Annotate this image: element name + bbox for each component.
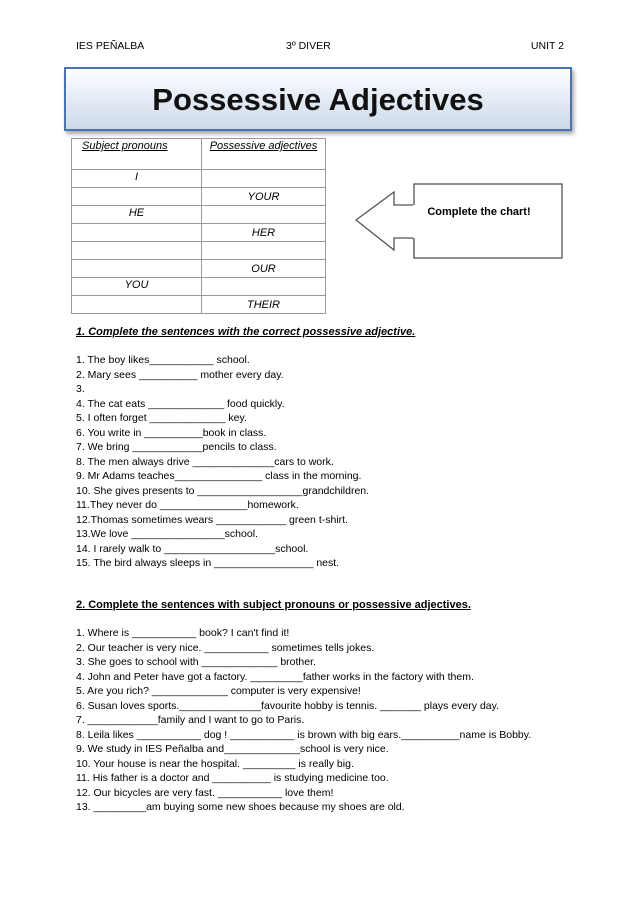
table-row [72,224,326,242]
list-item[interactable]: 3. [76,383,85,395]
table-cell[interactable] [202,206,326,224]
list-item[interactable]: 12. Our bicycles are very fast. ___________ love them! [76,786,334,799]
page-title: Possessive Adjectives [152,82,484,117]
callout-label: Complete the chart! [427,206,531,218]
column-header-subject: Subject pronouns [72,139,202,170]
table-cell[interactable] [202,278,326,296]
list-item[interactable]: 12.Thomas sometimes wears ____________ green t-shirt. [76,513,348,526]
list-item[interactable]: 10. Your house is near the hospital. _________ is really big. [76,757,354,770]
course-name: 3º DIVER [286,40,331,52]
callout-box [414,184,562,258]
section2-title: 2. Complete the sentences with subject pronouns or possessive adjectives. [76,599,471,611]
title-banner [64,67,572,131]
list-item[interactable]: 7. ____________family and I want to go to Paris. [76,714,305,726]
list-item[interactable]: 6. Susan loves sports.______________favourite hobby is tennis. _______ plays every day. [76,699,500,712]
unit-label: UNIT 2 [530,40,564,52]
list-item[interactable]: 13. _________am buying some new shoes because my shoes are old. [76,801,405,813]
list-item[interactable]: 2. Mary sees __________ mother every day. [76,368,284,381]
table-header-row [72,139,326,170]
list-item[interactable]: 11.They never do _______________homework. [76,499,299,511]
list-item[interactable]: 10. She gives presents to __________________grandchildren. [76,484,370,497]
list-item[interactable]: 4. The cat eats _____________ food quickly. [76,397,285,410]
list-item[interactable]: 3. She goes to school with _____________ brother. [76,656,316,668]
section1-title: 1. Complete the sentences with the correct possessive adjective. [76,326,416,338]
list-item[interactable]: 4. John and Peter have got a factory. _________father works in the factory with them. [76,670,474,683]
callout-arrow-box [354,182,564,260]
table-cell[interactable] [72,188,202,206]
list-item[interactable]: 8. Leila likes ___________ dog ! ___________ is brown with big ears.__________name is Bobby. [76,728,532,741]
table-cell: YOUR [202,188,326,206]
table-row [72,188,326,206]
list-item[interactable]: 1. The boy likes___________ school. [76,354,250,366]
table-cell[interactable] [202,170,326,188]
table-row [72,296,326,314]
table-row [72,170,326,188]
table-row [72,242,326,260]
list-item[interactable]: 5. Are you rich? _____________ computer is very expensive! [76,685,361,697]
list-item[interactable]: 14. I rarely walk to ___________________school. [76,542,309,555]
table-cell: I [72,170,202,188]
table-cell: HER [202,224,326,242]
list-item[interactable]: 9. We study in IES Peñalba and_____________school is very nice. [76,743,389,755]
table-cell[interactable] [72,242,202,260]
table-cell: YOU [72,278,202,296]
table-cell: HE [72,206,202,224]
table-cell[interactable] [72,296,202,314]
list-item[interactable]: 9. Mr Adams teaches_______________ class in the morning. [76,470,362,482]
list-item[interactable]: 13.We love ________________school. [76,528,258,540]
table-cell[interactable] [202,242,326,260]
list-item[interactable]: 15. The bird always sleeps in _________________ nest. [76,557,340,569]
table-cell[interactable] [72,224,202,242]
list-item[interactable]: 1. Where is ___________ book? I can't find it! [76,627,290,639]
table-cell[interactable] [72,260,202,278]
table-row [72,278,326,296]
list-item[interactable]: 7. We bring ____________pencils to class. [76,441,277,453]
table-cell: OUR [202,260,326,278]
pronoun-table [71,138,326,314]
column-header-possessive: Possessive adjectives [202,139,326,170]
section2-list [76,626,531,815]
table-row [72,206,326,224]
left-arrow-icon [356,192,414,258]
list-item[interactable]: 5. I often forget _____________ key. [76,412,247,424]
table-cell: THEIR [202,296,326,314]
list-item[interactable]: 2. Our teacher is very nice. ___________ sometimes tells jokes. [76,641,375,654]
list-item[interactable]: 11. His father is a doctor and __________ is studying medicine too. [76,772,389,784]
list-item[interactable]: 6. You write in __________book in class. [76,426,267,439]
table-row [72,260,326,278]
school-name: IES PEÑALBA [76,40,145,52]
section1-list [76,353,369,571]
list-item[interactable]: 8. The men always drive ______________cars to work. [76,455,334,468]
